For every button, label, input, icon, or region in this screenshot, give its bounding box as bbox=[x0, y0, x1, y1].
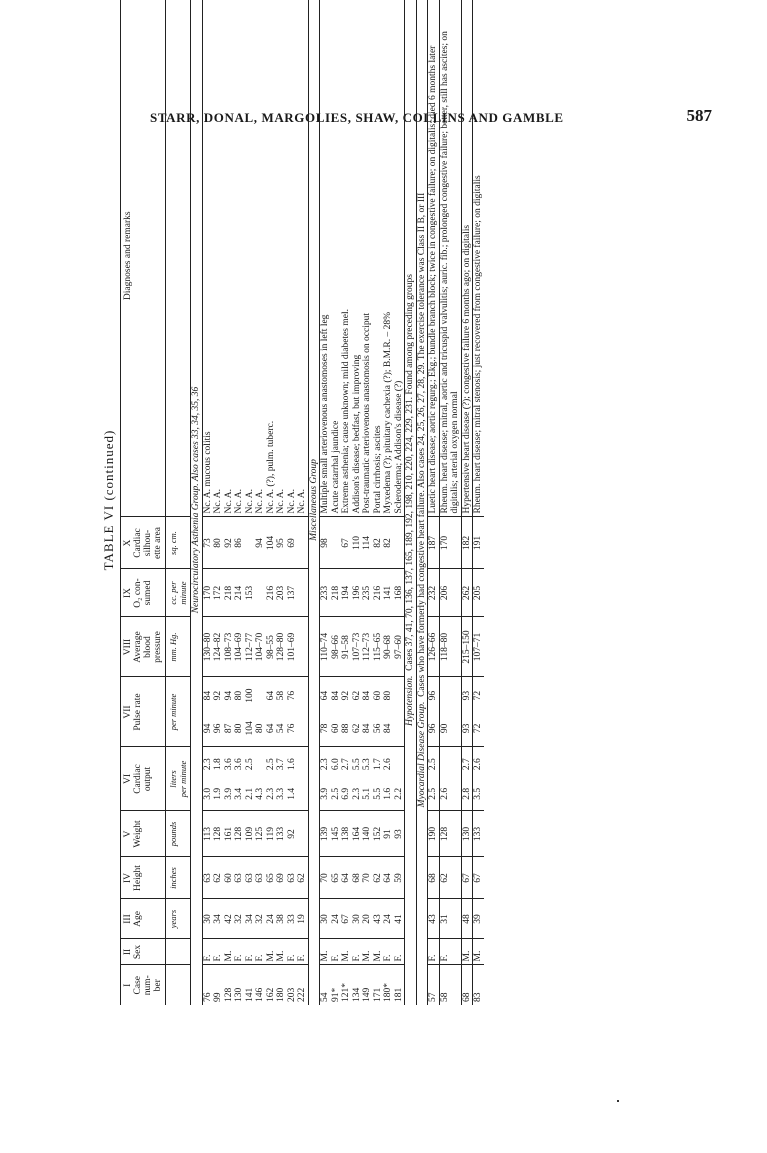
cardiac-output-repeat: 2.3 1.8 3.6 3.6 2.5 2.5 3.7 1.6 bbox=[202, 758, 297, 771]
cell-case: 58 bbox=[439, 965, 461, 1005]
cell-pulse-rate-repeat bbox=[440, 681, 451, 711]
cell-pulse-rate-rest: 90 bbox=[439, 723, 450, 734]
cell-diagnoses: Multiple small arteriovenous anastomoses in left leg Acute catarrhal jaundice Extreme asthenia; cause unknown; mild diabetes mel. Addison's disease; bedfast, but improving Post-traumatic arteriovenous anastomosis on occiput Portal cirrhosis; ascites Myxedema (?); pituitary cachexia (?); B.M.R. – 28% Scleroderma; Addison's disease (?) bbox=[320, 0, 405, 517]
cell-o2: 206 bbox=[439, 569, 461, 617]
running-header-authors: STARR, DONAL, MARGOLIES, SHAW, COLLINS AND GAMBLE bbox=[150, 110, 564, 125]
cell-silhouette: 170 bbox=[439, 517, 461, 569]
cell-cardiac-output-rest: 2.5 bbox=[428, 787, 438, 800]
col-pulse-rate: VII Pulse rate bbox=[121, 677, 166, 747]
hypotension-label: Hypotension. bbox=[405, 675, 415, 727]
unit-blood-pressure: mm. Hg. bbox=[166, 617, 191, 677]
cell-o2: 170 172 218 214 153 216 203 137 bbox=[202, 569, 308, 617]
cell-height: 62 bbox=[439, 857, 461, 899]
myocardial-note bbox=[416, 0, 428, 1005]
cell-diagnoses: Rheum. heart disease; mitral, aortic and tricuspid valvulitis; auric. fib.; prolonged congestive failure; better, still has ascites; on digitalis; arterial oxygen normal bbox=[439, 0, 461, 517]
cell-height: 67 bbox=[473, 857, 484, 899]
cell-cardiac-output-rest: 3.5 bbox=[473, 787, 483, 800]
table-row bbox=[428, 0, 440, 1005]
pulse-rate-rest: 78 60 88 62 84 56 84 bbox=[320, 723, 393, 734]
pulse-rate-repeat: 64 84 92 62 84 60 80 bbox=[320, 690, 393, 701]
cell-pulse-rate-rest: 93 bbox=[461, 723, 472, 734]
cell-age: 48 bbox=[461, 899, 473, 939]
cell-sex: F. bbox=[439, 939, 461, 965]
cell-weight: 130 bbox=[461, 811, 473, 857]
cell-weight: 113 128 161 128 109 125 119 133 92 bbox=[202, 811, 308, 857]
group-heading-neurocirculatory bbox=[191, 0, 203, 1005]
col-diagnoses: Diagnoses and remarks bbox=[121, 0, 166, 517]
cell-o2: 232 bbox=[428, 569, 440, 617]
table-caption: TABLE VI (continued) bbox=[101, 429, 116, 571]
cell-silhouette: 73 80 92 86 94 104 95 69 bbox=[202, 517, 308, 569]
cell-pulse-rate bbox=[428, 677, 440, 747]
unit-weight: pounds bbox=[166, 811, 191, 857]
cell-blood-pressure: 126–66 bbox=[428, 617, 440, 677]
units-row bbox=[166, 0, 191, 1005]
cell-cardiac-output-repeat: 2.7 bbox=[461, 758, 472, 771]
unit-age: years bbox=[166, 899, 191, 939]
cell-cardiac-output bbox=[428, 747, 440, 811]
cell-age: 31 bbox=[439, 899, 461, 939]
cell-cardiac-output bbox=[473, 747, 484, 811]
cell-cardiac-output bbox=[202, 747, 308, 811]
cell-case: 54 91* 121* 134 149 171 180* 181 bbox=[320, 983, 404, 1002]
cell-weight: 128 bbox=[439, 811, 461, 857]
cell-pulse-rate bbox=[439, 677, 461, 747]
cell-diagnoses: Nc. A. mucous colitis Nc. A. Nc. A. Nc. A. Nc. A. Nc. A. Nc. A. (?), pulm. tuberc. Nc. A. Nc. A. Nc. A. bbox=[202, 0, 308, 517]
data-table bbox=[120, 0, 484, 1005]
cell-pulse-rate-repeat: 72 bbox=[473, 690, 483, 701]
cell-pulse-rate bbox=[202, 677, 308, 747]
cell-cardiac-output-repeat: 2.6 bbox=[473, 758, 483, 771]
table-row bbox=[202, 0, 308, 1005]
cell-weight: 139 145 138 164 140 152 91 93 bbox=[320, 811, 405, 857]
col-weight: V Weight bbox=[121, 811, 166, 857]
cell-pulse-rate bbox=[461, 677, 473, 747]
cell-age: 30 34 42 32 34 32 24 38 33 19 bbox=[202, 899, 308, 939]
col-height: IV Height bbox=[121, 857, 166, 899]
cell-blood-pressure: 118–80 bbox=[439, 617, 461, 677]
cell-height: 67 bbox=[461, 857, 473, 899]
cell-o2: 233 218 194 196 235 216 141 168 bbox=[320, 569, 405, 617]
col-cardiac-output: VI Cardiac output bbox=[121, 747, 166, 811]
hypotension-text: Cases 37, 41, 70, 136, 137, 165, 189, 192, 198, 210, 220, 224, 229, 231. Found among preceding groups bbox=[405, 273, 415, 671]
cell-case: 68 bbox=[461, 965, 473, 1005]
cell-pulse-rate-rest: 96 bbox=[428, 723, 438, 734]
group-heading-miscellaneous bbox=[308, 0, 320, 1005]
cell-silhouette: 187 bbox=[428, 517, 440, 569]
cell-weight: 190 bbox=[428, 811, 440, 857]
cell-blood-pressure: 215–150 bbox=[461, 617, 473, 677]
cell-sex: M. bbox=[473, 939, 484, 965]
hypotension-note bbox=[405, 0, 417, 1005]
cell-diagnoses: Hypertensive heart disease (?); congestive failure 6 months ago; on digitalis bbox=[461, 0, 473, 517]
cell-sex: M. F. M. F. M. M. F. F. bbox=[320, 939, 405, 965]
col-blood-pressure: VIII Average blood pressure bbox=[121, 617, 166, 677]
cell-silhouette: 98 67 110 114 82 82 bbox=[320, 517, 405, 569]
col-o2-consumed: IX O₂ con- sumed bbox=[121, 569, 166, 617]
cell-pulse-rate bbox=[320, 677, 405, 747]
cell-diagnoses: Rheum. heart disease; mitral stenosis; just recovered from congestive failure; on digitalis bbox=[473, 0, 484, 517]
cell-pulse-rate-repeat: 96 bbox=[428, 690, 438, 701]
rotated-table-block bbox=[98, 0, 658, 1005]
cell-sex: F. F. M. F. F. F. M. M. F. F. bbox=[202, 939, 308, 965]
column-header-row bbox=[121, 0, 166, 1005]
cell-blood-pressure: 110–74 98–66 91–58 107–73 112–73 115–65 90–68 97–60 bbox=[320, 617, 405, 677]
cell-cardiac-output bbox=[320, 747, 405, 811]
unit-sex bbox=[166, 939, 191, 965]
cell-o2: 262 bbox=[461, 569, 473, 617]
myocardial-text: Cases who have formerly had congestive heart failure. Also cases 24, 25, 26, 27, 28, 29. The exercise tolerance was Class II B, or III bbox=[416, 192, 427, 697]
table-row bbox=[473, 0, 484, 1005]
col-sex: II Sex bbox=[121, 939, 166, 965]
pulse-rate-rest: 94 96 87 80 104 80 64 54 76 bbox=[202, 721, 297, 736]
myocardial-rows bbox=[428, 0, 484, 1005]
unit-case bbox=[166, 965, 191, 1005]
pulse-rate-repeat: 84 92 94 80 100 64 58 76 bbox=[202, 688, 297, 703]
unit-silhouette: sq. cm. bbox=[166, 517, 191, 569]
group-label: Miscellaneous Group bbox=[308, 0, 320, 1005]
cell-height: 68 bbox=[428, 857, 440, 899]
col-cardiac-silhouette: X Cardiac silhou- ette area bbox=[121, 517, 166, 569]
cell-pulse-rate-repeat: 93 bbox=[461, 690, 472, 701]
cell-height: 63 62 60 63 63 63 65 69 63 62 bbox=[202, 857, 308, 899]
unit-o2: cc. per minute bbox=[166, 569, 191, 617]
page-mark bbox=[617, 1100, 619, 1102]
cell-pulse-rate-rest: 72 bbox=[473, 723, 483, 734]
cell-cardiac-output bbox=[461, 747, 473, 811]
table-row bbox=[320, 0, 405, 1005]
cell-blood-pressure: 130–80 124–82 108–73 104–69 112–77 104–70 98–55 128–80 101–69 bbox=[202, 617, 308, 677]
cell-age: 43 bbox=[428, 899, 440, 939]
cell-cardiac-output-rest: 2.8 bbox=[461, 787, 472, 800]
cell-cardiac-output-repeat bbox=[440, 751, 451, 778]
cell-age: 30 24 67 30 20 43 24 41 bbox=[320, 899, 405, 939]
hypotension-note-row bbox=[405, 0, 417, 1005]
cell-case: 57 bbox=[428, 965, 440, 1005]
cell-cardiac-output bbox=[439, 747, 461, 811]
cardiac-output-rest: 3.9 2.5 6.9 2.3 5.1 5.5 1.6 2.2 bbox=[320, 787, 404, 800]
cell-height: 70 65 64 68 70 62 64 59 bbox=[320, 857, 405, 899]
cell-case: 83 bbox=[473, 965, 484, 1005]
unit-height: inches bbox=[166, 857, 191, 899]
table-row bbox=[461, 0, 473, 1005]
cell-pulse-rate bbox=[473, 677, 484, 747]
cell-weight: 133 bbox=[473, 811, 484, 857]
cell-o2: 205 bbox=[473, 569, 484, 617]
myocardial-note-row bbox=[416, 0, 428, 1005]
cell-case: 76 99 128 130 141 146 162 180 203 222 bbox=[202, 987, 307, 1002]
cell-cardiac-output-rest: 2.6 bbox=[439, 787, 450, 800]
col-age: III Age bbox=[121, 899, 166, 939]
cell-blood-pressure: 107–71 bbox=[473, 617, 484, 677]
cell-diagnoses: Luetic heart disease; aortic regurg.; Ekg.; bundle branch block; twice in congestive failure; on digitalis; died 6 months later bbox=[428, 0, 440, 517]
cell-silhouette: 191 bbox=[473, 517, 484, 569]
page-number: 587 bbox=[686, 106, 712, 125]
cell-sex: M. bbox=[461, 939, 473, 965]
cardiac-output-repeat: 2.3 6.0 2.7 5.5 5.3 1.7 2.6 bbox=[320, 758, 393, 771]
cell-age: 39 bbox=[473, 899, 484, 939]
unit-cardiac-output: liters per minute bbox=[166, 747, 191, 811]
cardiac-output-rest: 3.0 1.9 3.9 3.4 2.1 4.3 2.3 3.3 1.4 bbox=[202, 787, 297, 800]
cell-silhouette: 182 bbox=[461, 517, 473, 569]
unit-diagnoses bbox=[166, 0, 191, 517]
group-label: Neurocirculatory Asthenia Group. Also cases 33, 34, 35, 36 bbox=[191, 0, 203, 1005]
cell-sex: F. bbox=[428, 939, 440, 965]
table-row bbox=[439, 0, 461, 1005]
col-case-number: I Case num- ber bbox=[121, 965, 166, 1005]
myocardial-label: Myocardial Disease Group. bbox=[416, 701, 427, 808]
unit-pulse-rate: per minute bbox=[166, 677, 191, 747]
cell-cardiac-output-repeat: 2.5 bbox=[428, 758, 438, 771]
